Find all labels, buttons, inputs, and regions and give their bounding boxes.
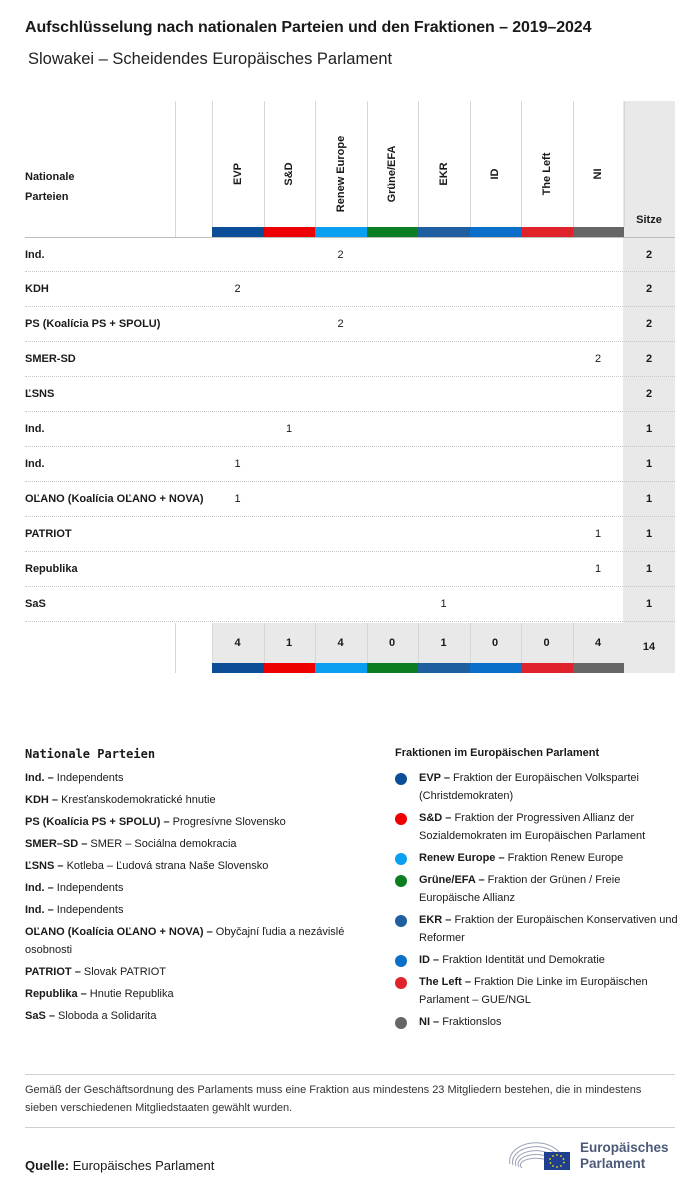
seat-cell: 1 (234, 493, 241, 505)
table-row (25, 447, 675, 482)
legend-party-item (25, 1007, 370, 1025)
table-row (25, 342, 675, 377)
party-name: PATRIOT (25, 528, 72, 540)
legend-group-abbr: Renew Europe – (419, 852, 505, 864)
party-name: KDH (25, 283, 49, 295)
legend-group-full: Fraktionslos (439, 1016, 502, 1028)
group-color-bar (470, 663, 522, 673)
legend-party-full: SMER – Sociálna demokracia (87, 838, 237, 850)
column-header (573, 111, 624, 236)
row-total: 2 (645, 388, 653, 400)
table-row (25, 272, 675, 307)
legend-party-item (25, 813, 370, 831)
legend-party-item (25, 857, 370, 875)
grand-total: 14 (642, 641, 656, 653)
seat-cell: 1 (594, 563, 602, 575)
table-row (25, 412, 675, 447)
group-color-bar (264, 227, 316, 237)
column-header-text: Grüne/EFA (386, 145, 398, 202)
legend-party-item (25, 769, 370, 787)
seat-cell: 1 (440, 598, 447, 610)
column-total: 0 (543, 637, 550, 649)
group-color-bar (418, 663, 470, 673)
group-color-bar (418, 227, 470, 237)
legend-party-abbr: Ind. – (25, 904, 54, 916)
column-header-text: EKR (437, 161, 450, 186)
seat-cell: 1 (285, 423, 293, 435)
column-total: 1 (440, 637, 447, 649)
seat-cell: 2 (234, 283, 241, 295)
seat-cell: 2 (337, 249, 344, 261)
legend-group-item (395, 769, 680, 805)
legend-party-full: Independents (53, 882, 124, 894)
seat-cell: 1 (234, 458, 241, 470)
column-header-text: EVP (231, 162, 244, 185)
legend-group-item (395, 911, 680, 947)
party-name: PS (Koalícia PS + SPOLU) (25, 318, 161, 330)
legend-party-full: Independents (53, 772, 124, 784)
group-color-bar (212, 227, 264, 237)
column-header (315, 111, 366, 236)
group-color-bar (367, 663, 419, 673)
column-header (264, 111, 315, 236)
row-total: 1 (645, 563, 653, 575)
seats-header: Sitze (636, 214, 662, 226)
table-row (25, 377, 675, 412)
legend-group-full: Fraktion Die Linke im Europäischen Parlament – GUE/NGL (419, 976, 648, 1006)
row-total: 2 (645, 283, 653, 295)
legend-group-full: Fraktion der Grünen / Freie Europäische Allianz (419, 874, 621, 904)
column-header-text: NI (592, 168, 604, 179)
party-name: Ind. (25, 249, 45, 261)
legend-party-full: Hnutie Republika (86, 988, 174, 1000)
legend-party-item (25, 901, 370, 919)
grid-line (624, 101, 625, 227)
party-name: Ind. (25, 458, 45, 470)
column-total: 1 (285, 637, 293, 649)
divider (25, 1074, 675, 1075)
legend-party-item (25, 923, 370, 959)
legend-group-abbr: Grüne/EFA – (419, 874, 485, 886)
column-header-text: S&D (283, 161, 295, 186)
row-total: 2 (645, 249, 653, 261)
logo-line-2: Parlament (580, 1156, 646, 1171)
column-header-text: ID (489, 168, 501, 179)
legend-party-full: Kresťanskodemokratické hnutie (58, 794, 216, 806)
legend-party-abbr: Ind. – (25, 772, 54, 784)
legend-dot-icon (395, 955, 407, 967)
party-name: Republika (25, 563, 78, 575)
legend-party-abbr: SaS – (25, 1010, 55, 1022)
column-header (212, 111, 263, 236)
national-parties-legend (25, 769, 370, 1029)
legend-group-abbr: EKR – (419, 914, 452, 926)
row-total: 1 (645, 458, 653, 470)
row-total: 1 (645, 493, 653, 505)
table-row (25, 552, 675, 587)
legend-party-item (25, 835, 370, 853)
row-total: 1 (645, 423, 653, 435)
column-header (521, 111, 572, 236)
group-color-bar (315, 227, 367, 237)
groups-legend (395, 769, 680, 1035)
logo-text (580, 1140, 669, 1172)
legend-party-item (25, 791, 370, 809)
party-name: SMER-SD (25, 353, 76, 365)
source-line (25, 1158, 214, 1173)
legend-party-full: Sloboda a Solidarita (54, 1010, 157, 1022)
legend-party-abbr: OĽANO (Koalícia OĽANO + NOVA) – (25, 926, 213, 938)
legend-group-item (395, 809, 680, 845)
legend-party-abbr: Republika – (25, 988, 87, 1000)
row-total: 1 (645, 528, 653, 540)
seat-cell: 1 (594, 528, 602, 540)
legend-group-abbr: NI – (419, 1016, 440, 1028)
legend-party-abbr: KDH – (25, 794, 59, 806)
table-row (25, 237, 675, 272)
group-color-bar (573, 663, 625, 673)
legend-party-abbr: SMER–SD – (25, 838, 88, 850)
legend-dot-icon (395, 813, 407, 825)
column-header (367, 111, 418, 236)
group-color-bar (367, 227, 419, 237)
logo-line-1: Europäisches (580, 1140, 669, 1155)
column-header-text: The Left (540, 152, 553, 195)
group-color-bar (264, 663, 316, 673)
legend-group-item (395, 1013, 680, 1031)
seat-cell: 2 (594, 353, 602, 365)
column-total: 4 (337, 637, 344, 649)
rules-note: Gemäß der Geschäftsordnung des Parlaments muss eine Fraktion aus mindestens 23 Mitgliedern bestehen, die in mindestens sieben verschiedenen Mitgliedstaaten gewählt wurden. (25, 1084, 642, 1114)
legend-group-full: Fraktion der Progressiven Allianz der Sozialdemokraten im Europäischen Parlament (419, 812, 646, 842)
seat-cell: 2 (337, 318, 344, 330)
group-color-bar (521, 227, 573, 237)
column-header (418, 111, 469, 236)
legend-party-abbr: Ind. – (25, 882, 54, 894)
table-row (25, 307, 675, 342)
column-total: 4 (594, 637, 602, 649)
column-header-text: Renew Europe (334, 135, 347, 212)
legend-party-full: Progresívne Slovensko (169, 816, 286, 828)
legend-dot-icon (395, 977, 407, 989)
legend-dot-icon (395, 875, 407, 887)
legend-dot-icon (395, 1017, 407, 1029)
legend-group-full: Fraktion der Europäischen Konservativen und Reformer (419, 914, 678, 944)
legend-group-full: Fraktion Renew Europe (504, 852, 624, 864)
legend-party-full: Kotleba – Ľudová strana Naše Slovensko (63, 860, 269, 872)
national-parties-legend-title: Nationale Parteien (25, 747, 156, 761)
column-total: 0 (491, 637, 499, 649)
legend-party-item (25, 985, 370, 1003)
legend-party-abbr: ĽSNS – (25, 860, 64, 872)
legend-group-item (395, 951, 680, 969)
legend-party-abbr: PS (Koalícia PS + SPOLU) – (25, 816, 170, 828)
divider (25, 1127, 675, 1128)
legend-dot-icon (395, 853, 407, 865)
legend-group-abbr: The Left – (419, 976, 471, 988)
source-value: Europäisches Parlament (69, 1158, 215, 1173)
legend-party-item (25, 879, 370, 897)
group-color-bar (573, 227, 625, 237)
column-header (470, 111, 521, 236)
source-label: Quelle: (25, 1158, 70, 1173)
grid-line (175, 623, 176, 673)
group-color-bar (521, 663, 573, 673)
legend-dot-icon (395, 773, 407, 785)
groups-legend-title: Fraktionen im Europäischen Parlament (395, 747, 600, 759)
table-row (25, 587, 675, 622)
grid-line (175, 101, 176, 237)
legend-party-full: Independents (53, 904, 124, 916)
legend-party-item (25, 963, 370, 981)
column-total: 0 (388, 637, 396, 649)
legend-group-item (395, 849, 680, 867)
national-parties-header: Nationale Parteien (25, 171, 75, 203)
legend-group-item (395, 973, 680, 1009)
legend-party-abbr: PATRIOT – (25, 966, 81, 978)
legend-group-abbr: S&D – (419, 812, 452, 824)
parliament-hemicycle-icon (508, 1136, 578, 1176)
legend-group-item (395, 871, 680, 907)
legend-dot-icon (395, 915, 407, 927)
column-total: 4 (234, 637, 241, 649)
group-color-bar (315, 663, 367, 673)
ep-logo (508, 1136, 678, 1176)
party-name: Ind. (25, 423, 45, 435)
group-color-bar (212, 663, 264, 673)
page-title: Aufschlüsselung nach nationalen Parteien und den Fraktionen – 2019–2024 (25, 19, 592, 36)
legend-party-full: Obyčajní ľudia a nezávislé osobnosti (25, 926, 345, 956)
legend-group-abbr: EVP – (419, 772, 450, 784)
table-row (25, 482, 675, 517)
legend-group-abbr: ID – (419, 954, 440, 966)
row-total: 1 (645, 598, 653, 610)
group-color-bar (470, 227, 522, 237)
party-name: ĽSNS (25, 388, 55, 400)
legend-party-full: Slovak PATRIOT (80, 966, 166, 978)
table-row (25, 517, 675, 552)
party-name: SaS (25, 598, 46, 610)
page-subtitle: Slowakei – Scheidendes Europäisches Parlament (28, 50, 393, 68)
legend-group-full: Fraktion Identität und Demokratie (439, 954, 605, 966)
party-name: OĽANO (Koalícia OĽANO + NOVA) (25, 493, 204, 505)
row-total: 2 (645, 353, 653, 365)
row-total: 2 (645, 318, 653, 330)
legend-group-full: Fraktion der Europäischen Volkspartei (Christdemokraten) (419, 772, 639, 802)
